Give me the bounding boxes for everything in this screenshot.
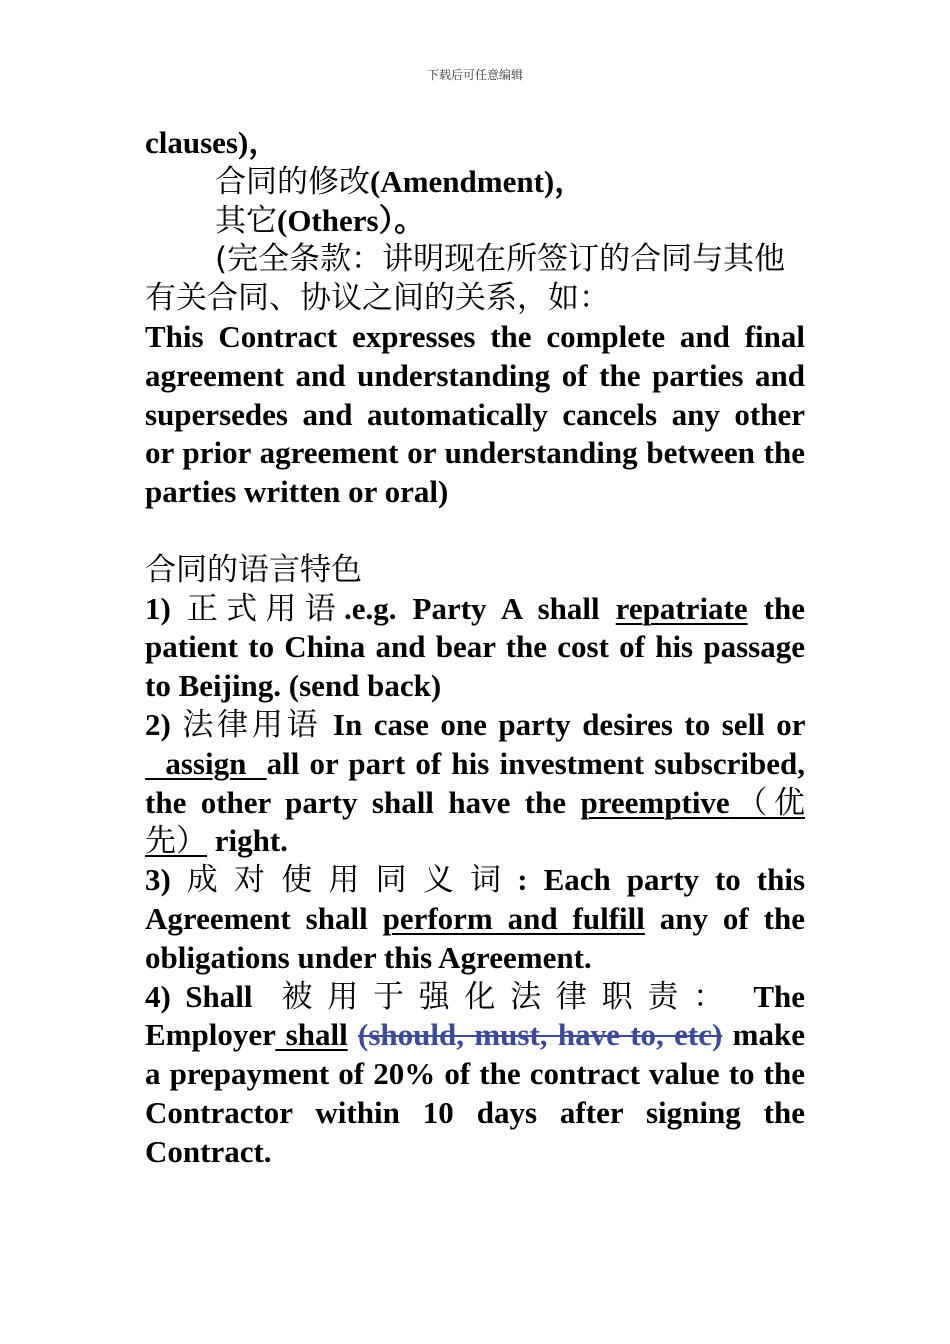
complete-clause-en: This Contract expresses the complete and final agreement and understanding of the parties and supersedes and automatically cancels any other or prior agreement or understanding between the parties written or oral) [145, 318, 805, 510]
others-en: (Others）。 [277, 202, 426, 238]
complete-clause-cn: (完全条款：讲明现在所签订的合同与其他有关合同、协议之间的关系，如： [145, 241, 786, 317]
item-2-pre: In case one party desires to sell or [321, 706, 806, 742]
item-2-underline-assign: assign [145, 745, 267, 781]
others-cn: 其它 [215, 202, 277, 239]
item-4-underline: shall [275, 1017, 348, 1053]
amendment-en: (Amendment)， [370, 163, 586, 199]
item-1-underline: repatriate [615, 590, 748, 626]
item-3-num: 3) [145, 862, 187, 898]
item-1-num: 1) [145, 590, 187, 626]
item-3-cn: 成对使用同义词 [186, 862, 518, 899]
item-3-underline: perform and fulfill [382, 900, 645, 936]
blank-line [145, 512, 805, 551]
item-4-pre: The Employer [145, 978, 805, 1053]
page-header: 下载后可任意编辑 [426, 68, 523, 82]
document-body [145, 124, 805, 1172]
item-2-preemptive-cn: （优先） [145, 784, 805, 860]
item-4-post: make a prepayment of 20% of the contract value to the Contractor within 10 days after signing the Contract. [145, 1017, 805, 1169]
item-2-num: 2) [145, 706, 183, 742]
para-others [145, 202, 805, 241]
item-4-strikethrough: (should, must, have to, etc) [358, 1017, 723, 1053]
para-clauses: clauses)， [145, 125, 280, 160]
item-2-mid: all or part of his investment subscribed, the other party shall have the [145, 745, 805, 820]
amendment-cn: 合同的修改 [215, 163, 370, 200]
item-4-num: 4) Shall [145, 978, 282, 1014]
section-title: 合同的语言特色 [145, 551, 362, 588]
item-2-preemptive-en: preemptive [580, 784, 730, 820]
item-3-post: any of the obligations under this Agreement. [145, 900, 805, 975]
item-1-post: the patient to China and bear the cost of his passage to Beijing. (send back) [145, 590, 805, 704]
item-2 [145, 706, 805, 861]
item-4-cn: 被用于强化法律职责： [281, 978, 739, 1015]
item-3 [145, 861, 805, 977]
para-amendment [145, 163, 805, 202]
item-3-colon: : Each party to this Agreement shall [145, 862, 806, 936]
item-1 [145, 590, 805, 706]
item-2-cn: 法律用语 [182, 706, 322, 743]
item-4 [145, 978, 805, 1172]
item-1-pre: .e.g. Party A shall [344, 590, 616, 626]
item-1-cn: 正式用语 [186, 590, 344, 627]
item-2-post: right. [207, 823, 288, 859]
